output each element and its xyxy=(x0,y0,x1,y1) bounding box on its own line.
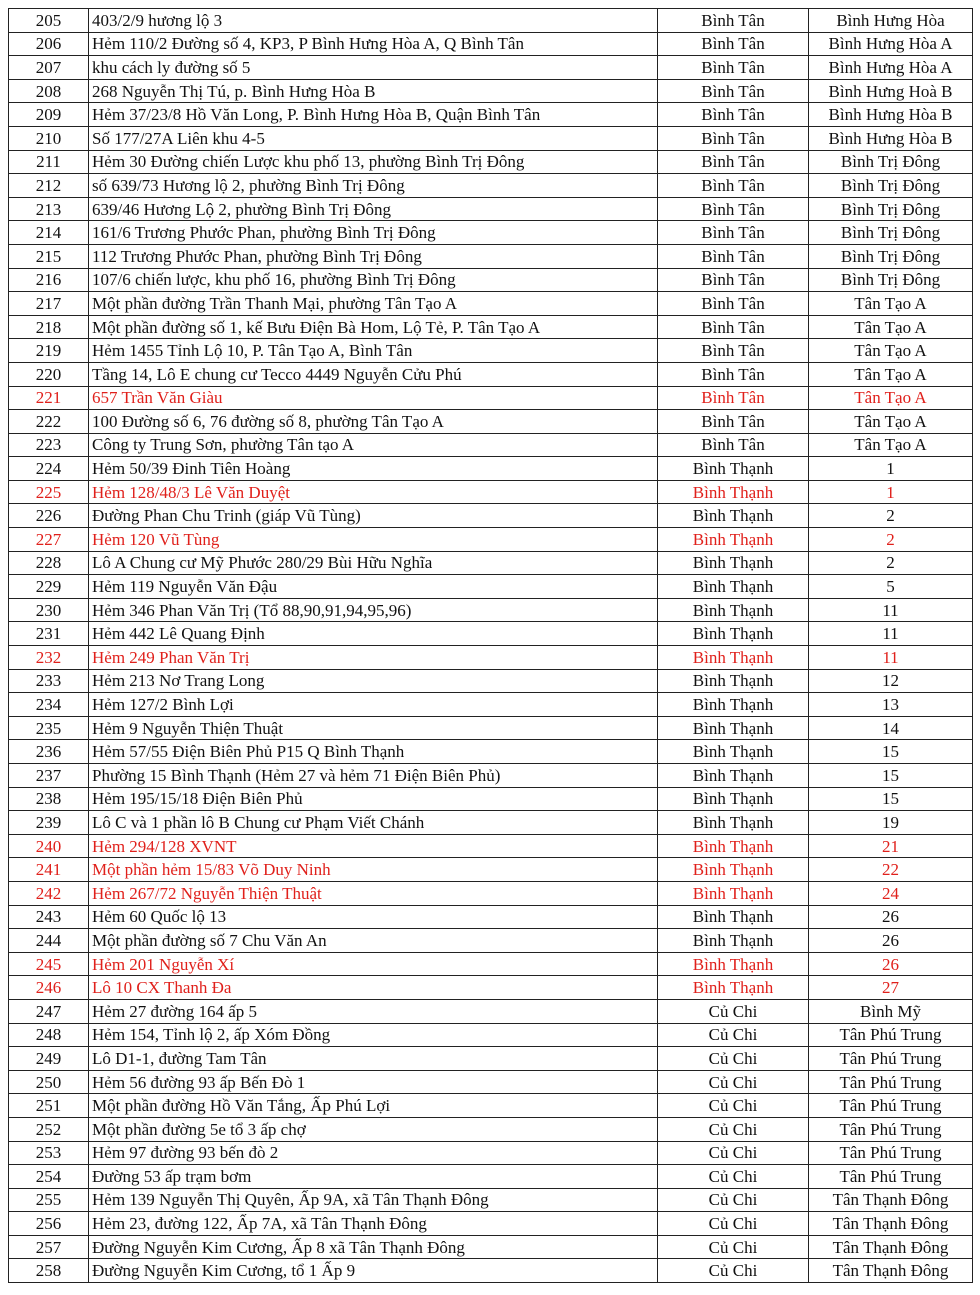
district-cell: Bình Tân xyxy=(658,79,809,103)
district-cell: Bình Thạnh xyxy=(658,976,809,1000)
address-cell: 657 Trần Văn Giàu xyxy=(89,386,658,410)
district-cell: Bình Thạnh xyxy=(658,598,809,622)
table-row xyxy=(9,598,973,622)
address-cell: 112 Trương Phước Phan, phường Bình Trị Đông xyxy=(89,244,658,268)
ward-cell: Tân Tạo A xyxy=(809,433,973,457)
ward-cell: 11 xyxy=(809,598,973,622)
table-row xyxy=(9,811,973,835)
ward-cell: 27 xyxy=(809,976,973,1000)
address-cell: Hẻm 294/128 XVNT xyxy=(89,834,658,858)
district-cell: Bình Tân xyxy=(658,339,809,363)
row-number-cell: 242 xyxy=(9,881,89,905)
address-cell: Hẻm 110/2 Đường số 4, KP3, P Bình Hưng Hòa A, Q Bình Tân xyxy=(89,32,658,56)
row-number-cell: 256 xyxy=(9,1212,89,1236)
row-number-cell: 232 xyxy=(9,646,89,670)
address-cell: Hẻm 37/23/8 Hồ Văn Long, P. Bình Hưng Hòa B, Quận Bình Tân xyxy=(89,103,658,127)
address-cell: Hẻm 120 Vũ Tùng xyxy=(89,528,658,552)
address-cell: Hẻm 56 đường 93 ấp Bến Đò 1 xyxy=(89,1070,658,1094)
district-cell: Bình Thạnh xyxy=(658,528,809,552)
table-row xyxy=(9,1047,973,1071)
address-cell: Hẻm 249 Phan Văn Trị xyxy=(89,646,658,670)
district-cell: Bình Tân xyxy=(658,244,809,268)
ward-cell: 2 xyxy=(809,504,973,528)
row-number-cell: 233 xyxy=(9,669,89,693)
address-cell: Lô D1-1, đường Tam Tân xyxy=(89,1047,658,1071)
district-cell: Bình Thạnh xyxy=(658,740,809,764)
address-cell: 161/6 Trương Phước Phan, phường Bình Trị Đông xyxy=(89,221,658,245)
row-number-cell: 225 xyxy=(9,480,89,504)
district-cell: Bình Thạnh xyxy=(658,929,809,953)
address-cell: Đường Phan Chu Trinh (giáp Vũ Tùng) xyxy=(89,504,658,528)
address-cell: 100 Đường số 6, 76 đường số 8, phường Tân Tạo A xyxy=(89,410,658,434)
ward-cell: Tân Thạnh Đông xyxy=(809,1212,973,1236)
district-cell: Củ Chi xyxy=(658,1212,809,1236)
row-number-cell: 215 xyxy=(9,244,89,268)
row-number-cell: 251 xyxy=(9,1094,89,1118)
ward-cell: 15 xyxy=(809,764,973,788)
ward-cell: Tân Tạo A xyxy=(809,315,973,339)
ward-cell: 14 xyxy=(809,716,973,740)
row-number-cell: 253 xyxy=(9,1141,89,1165)
address-cell: Một phần đường số 7 Chu Văn An xyxy=(89,929,658,953)
ward-cell: Tân Tạo A xyxy=(809,386,973,410)
ward-cell: Tân Phú Trung xyxy=(809,1117,973,1141)
row-number-cell: 239 xyxy=(9,811,89,835)
ward-cell: Tân Phú Trung xyxy=(809,1047,973,1071)
address-cell: Hẻm 30 Đường chiến Lược khu phố 13, phường Bình Trị Đông xyxy=(89,150,658,174)
ward-cell: 15 xyxy=(809,787,973,811)
address-cell: Hẻm 139 Nguyễn Thị Quyên, Ấp 9A, xã Tân Thạnh Đông xyxy=(89,1188,658,1212)
table-row xyxy=(9,1235,973,1259)
row-number-cell: 258 xyxy=(9,1259,89,1283)
ward-cell: Tân Thạnh Đông xyxy=(809,1259,973,1283)
district-cell: Bình Thạnh xyxy=(658,716,809,740)
row-number-cell: 230 xyxy=(9,598,89,622)
row-number-cell: 250 xyxy=(9,1070,89,1094)
table-row xyxy=(9,669,973,693)
address-cell: 268 Nguyễn Thị Tú, p. Bình Hưng Hòa B xyxy=(89,79,658,103)
ward-cell: 26 xyxy=(809,952,973,976)
row-number-cell: 241 xyxy=(9,858,89,882)
row-number-cell: 249 xyxy=(9,1047,89,1071)
address-cell: Hẻm 97 đường 93 bến đò 2 xyxy=(89,1141,658,1165)
ward-cell: Tân Phú Trung xyxy=(809,1094,973,1118)
ward-cell: Bình Hưng Hòa A xyxy=(809,32,973,56)
ward-cell: Tân Thạnh Đông xyxy=(809,1188,973,1212)
address-cell: Phường 15 Bình Thạnh (Hẻm 27 và hẻm 71 Điện Biên Phủ) xyxy=(89,764,658,788)
table-row xyxy=(9,1141,973,1165)
table-row xyxy=(9,999,973,1023)
table-row xyxy=(9,362,973,386)
table-row xyxy=(9,1259,973,1283)
address-cell: Hẻm 128/48/3 Lê Văn Duyệt xyxy=(89,480,658,504)
row-number-cell: 208 xyxy=(9,79,89,103)
district-cell: Bình Tân xyxy=(658,268,809,292)
row-number-cell: 255 xyxy=(9,1188,89,1212)
address-cell: Hẻm 23, đường 122, Ấp 7A, xã Tân Thạnh Đông xyxy=(89,1212,658,1236)
district-cell: Bình Tân xyxy=(658,126,809,150)
table-row xyxy=(9,79,973,103)
row-number-cell: 219 xyxy=(9,339,89,363)
district-cell: Củ Chi xyxy=(658,1165,809,1189)
address-cell: Hẻm 1455 Tỉnh Lộ 10, P. Tân Tạo A, Bình Tân xyxy=(89,339,658,363)
ward-cell: Bình Hưng Hòa B xyxy=(809,103,973,127)
table-row xyxy=(9,528,973,552)
row-number-cell: 227 xyxy=(9,528,89,552)
row-number-cell: 229 xyxy=(9,575,89,599)
district-cell: Bình Thạnh xyxy=(658,480,809,504)
district-cell: Bình Thạnh xyxy=(658,551,809,575)
ward-cell: Bình Hưng Hòa xyxy=(809,9,973,33)
table-row xyxy=(9,858,973,882)
district-cell: Bình Thạnh xyxy=(658,504,809,528)
ward-cell: Bình Hưng Hòa A xyxy=(809,56,973,80)
table-row xyxy=(9,480,973,504)
row-number-cell: 205 xyxy=(9,9,89,33)
row-number-cell: 224 xyxy=(9,457,89,481)
ward-cell: 26 xyxy=(809,929,973,953)
table-row xyxy=(9,787,973,811)
row-number-cell: 214 xyxy=(9,221,89,245)
table-row xyxy=(9,1094,973,1118)
address-cell: Công ty Trung Sơn, phường Tân tạo A xyxy=(89,433,658,457)
district-cell: Bình Tân xyxy=(658,362,809,386)
address-cell: Hẻm 213 Nơ Trang Long xyxy=(89,669,658,693)
table-row xyxy=(9,905,973,929)
district-cell: Bình Thạnh xyxy=(658,811,809,835)
table-row xyxy=(9,103,973,127)
table-row xyxy=(9,716,973,740)
ward-cell: Tân Tạo A xyxy=(809,362,973,386)
table-row xyxy=(9,575,973,599)
table-row xyxy=(9,622,973,646)
table-row xyxy=(9,315,973,339)
row-number-cell: 254 xyxy=(9,1165,89,1189)
district-cell: Bình Tân xyxy=(658,103,809,127)
ward-cell: 26 xyxy=(809,905,973,929)
district-cell: Bình Thạnh xyxy=(658,787,809,811)
table-row xyxy=(9,1188,973,1212)
district-cell: Củ Chi xyxy=(658,1117,809,1141)
table-row xyxy=(9,410,973,434)
table-row xyxy=(9,1023,973,1047)
row-number-cell: 211 xyxy=(9,150,89,174)
district-cell: Bình Tân xyxy=(658,410,809,434)
row-number-cell: 226 xyxy=(9,504,89,528)
table-row xyxy=(9,929,973,953)
district-cell: Bình Thạnh xyxy=(658,905,809,929)
district-cell: Bình Tân xyxy=(658,197,809,221)
ward-cell: Bình Trị Đông xyxy=(809,174,973,198)
ward-cell: Tân Phú Trung xyxy=(809,1023,973,1047)
ward-cell: 2 xyxy=(809,528,973,552)
address-cell: Tầng 14, Lô E chung cư Tecco 4449 Nguyễn Cửu Phú xyxy=(89,362,658,386)
address-cell: Hẻm 119 Nguyễn Văn Đậu xyxy=(89,575,658,599)
address-cell: Một phần đường Trần Thanh Mại, phường Tân Tạo A xyxy=(89,292,658,316)
row-number-cell: 240 xyxy=(9,834,89,858)
district-cell: Bình Thạnh xyxy=(658,622,809,646)
row-number-cell: 216 xyxy=(9,268,89,292)
row-number-cell: 217 xyxy=(9,292,89,316)
ward-cell: 11 xyxy=(809,622,973,646)
table-row xyxy=(9,244,973,268)
row-number-cell: 238 xyxy=(9,787,89,811)
row-number-cell: 209 xyxy=(9,103,89,127)
address-cell: Hẻm 60 Quốc lộ 13 xyxy=(89,905,658,929)
district-cell: Bình Thạnh xyxy=(658,575,809,599)
district-cell: Bình Tân xyxy=(658,32,809,56)
ward-cell: Tân Tạo A xyxy=(809,292,973,316)
district-cell: Củ Chi xyxy=(658,1047,809,1071)
ward-cell: Bình Hưng Hoà B xyxy=(809,79,973,103)
address-cell: Lô C và 1 phần lô B Chung cư Phạm Viết Chánh xyxy=(89,811,658,835)
address-cell: Hẻm 195/15/18 Điện Biên Phủ xyxy=(89,787,658,811)
district-cell: Bình Tân xyxy=(658,315,809,339)
ward-cell: Tân Phú Trung xyxy=(809,1070,973,1094)
row-number-cell: 207 xyxy=(9,56,89,80)
ward-cell: Bình Trị Đông xyxy=(809,221,973,245)
address-cell: Hẻm 127/2 Bình Lợi xyxy=(89,693,658,717)
address-cell: số 639/73 Hương lộ 2, phường Bình Trị Đông xyxy=(89,174,658,198)
table-row xyxy=(9,174,973,198)
address-cell: 639/46 Hương Lộ 2, phường Bình Trị Đông xyxy=(89,197,658,221)
row-number-cell: 231 xyxy=(9,622,89,646)
address-cell: Đường 53 ấp trạm bơm xyxy=(89,1165,658,1189)
address-cell: 107/6 chiến lược, khu phố 16, phường Bình Trị Đông xyxy=(89,268,658,292)
ward-cell: Bình Trị Đông xyxy=(809,244,973,268)
row-number-cell: 212 xyxy=(9,174,89,198)
district-cell: Bình Thạnh xyxy=(658,881,809,905)
address-cell: 403/2/9 hương lộ 3 xyxy=(89,9,658,33)
ward-cell: Bình Trị Đông xyxy=(809,197,973,221)
district-cell: Bình Thạnh xyxy=(658,764,809,788)
address-cell: Hẻm 267/72 Nguyễn Thiện Thuật xyxy=(89,881,658,905)
ward-cell: Bình Trị Đông xyxy=(809,268,973,292)
district-cell: Bình Tân xyxy=(658,174,809,198)
ward-cell: 1 xyxy=(809,457,973,481)
row-number-cell: 252 xyxy=(9,1117,89,1141)
district-cell: Bình Tân xyxy=(658,56,809,80)
district-cell: Bình Thạnh xyxy=(658,646,809,670)
district-cell: Bình Thạnh xyxy=(658,669,809,693)
address-cell: Hẻm 201 Nguyễn Xí xyxy=(89,952,658,976)
table-row xyxy=(9,221,973,245)
table-row xyxy=(9,1165,973,1189)
district-cell: Bình Thạnh xyxy=(658,693,809,717)
ward-cell: Bình Mỹ xyxy=(809,999,973,1023)
row-number-cell: 218 xyxy=(9,315,89,339)
address-cell: Hẻm 346 Phan Văn Trị (Tổ 88,90,91,94,95,96) xyxy=(89,598,658,622)
ward-cell: 19 xyxy=(809,811,973,835)
ward-cell: 12 xyxy=(809,669,973,693)
row-number-cell: 247 xyxy=(9,999,89,1023)
row-number-cell: 228 xyxy=(9,551,89,575)
ward-cell: Tân Phú Trung xyxy=(809,1141,973,1165)
district-cell: Củ Chi xyxy=(658,1259,809,1283)
row-number-cell: 221 xyxy=(9,386,89,410)
row-number-cell: 248 xyxy=(9,1023,89,1047)
row-number-cell: 206 xyxy=(9,32,89,56)
table-row xyxy=(9,693,973,717)
row-number-cell: 245 xyxy=(9,952,89,976)
row-number-cell: 222 xyxy=(9,410,89,434)
table-row xyxy=(9,1117,973,1141)
ward-cell: 22 xyxy=(809,858,973,882)
table-row xyxy=(9,268,973,292)
district-cell: Bình Tân xyxy=(658,292,809,316)
address-cell: Hẻm 9 Nguyễn Thiện Thuật xyxy=(89,716,658,740)
address-cell: Đường Nguyễn Kim Cương, Ấp 8 xã Tân Thạnh Đông xyxy=(89,1235,658,1259)
row-number-cell: 210 xyxy=(9,126,89,150)
table-row xyxy=(9,504,973,528)
row-number-cell: 243 xyxy=(9,905,89,929)
row-number-cell: 244 xyxy=(9,929,89,953)
address-cell: Hẻm 442 Lê Quang Định xyxy=(89,622,658,646)
district-cell: Bình Tân xyxy=(658,433,809,457)
district-cell: Củ Chi xyxy=(658,1188,809,1212)
row-number-cell: 220 xyxy=(9,362,89,386)
district-cell: Bình Tân xyxy=(658,386,809,410)
lockdown-location-table xyxy=(8,8,973,1283)
ward-cell: 24 xyxy=(809,881,973,905)
ward-cell: Tân Tạo A xyxy=(809,410,973,434)
table-row xyxy=(9,126,973,150)
address-cell: Một phần đường số 1, kế Bưu Điện Bà Hom, Lộ Tẻ, P. Tân Tạo A xyxy=(89,315,658,339)
table-row xyxy=(9,551,973,575)
table-row xyxy=(9,56,973,80)
row-number-cell: 223 xyxy=(9,433,89,457)
district-cell: Củ Chi xyxy=(658,1094,809,1118)
ward-cell: Tân Tạo A xyxy=(809,339,973,363)
table-row xyxy=(9,197,973,221)
table-row xyxy=(9,339,973,363)
table-row xyxy=(9,386,973,410)
table-row xyxy=(9,457,973,481)
ward-cell: 2 xyxy=(809,551,973,575)
district-cell: Bình Thạnh xyxy=(658,457,809,481)
district-cell: Củ Chi xyxy=(658,1141,809,1165)
table-row xyxy=(9,834,973,858)
row-number-cell: 246 xyxy=(9,976,89,1000)
row-number-cell: 213 xyxy=(9,197,89,221)
address-cell: khu cách ly đường số 5 xyxy=(89,56,658,80)
table-row xyxy=(9,881,973,905)
ward-cell: 15 xyxy=(809,740,973,764)
ward-cell: 1 xyxy=(809,480,973,504)
row-number-cell: 237 xyxy=(9,764,89,788)
district-cell: Bình Thạnh xyxy=(658,952,809,976)
table-row xyxy=(9,740,973,764)
table-row xyxy=(9,1070,973,1094)
table-row xyxy=(9,32,973,56)
address-cell: Lô 10 CX Thanh Đa xyxy=(89,976,658,1000)
district-cell: Bình Thạnh xyxy=(658,858,809,882)
address-cell: Hẻm 50/39 Đinh Tiên Hoàng xyxy=(89,457,658,481)
address-cell: Lô A Chung cư Mỹ Phước 280/29 Bùi Hữu Nghĩa xyxy=(89,551,658,575)
ward-cell: 5 xyxy=(809,575,973,599)
ward-cell: Tân Thạnh Đông xyxy=(809,1235,973,1259)
address-cell: Đường Nguyễn Kim Cương, tổ 1 Ấp 9 xyxy=(89,1259,658,1283)
ward-cell: 21 xyxy=(809,834,973,858)
table-row xyxy=(9,764,973,788)
address-cell: Hẻm 154, Tỉnh lộ 2, ấp Xóm Đồng xyxy=(89,1023,658,1047)
address-cell: Một phần đường Hồ Văn Tắng, Ấp Phú Lợi xyxy=(89,1094,658,1118)
district-cell: Bình Tân xyxy=(658,221,809,245)
table-row xyxy=(9,1212,973,1236)
row-number-cell: 234 xyxy=(9,693,89,717)
ward-cell: Bình Hưng Hòa B xyxy=(809,126,973,150)
ward-cell: 13 xyxy=(809,693,973,717)
address-cell: Một phần đường 5e tổ 3 ấp chợ xyxy=(89,1117,658,1141)
row-number-cell: 235 xyxy=(9,716,89,740)
district-cell: Bình Tân xyxy=(658,150,809,174)
district-cell: Bình Thạnh xyxy=(658,834,809,858)
table-row xyxy=(9,976,973,1000)
row-number-cell: 257 xyxy=(9,1235,89,1259)
table-row xyxy=(9,292,973,316)
table-row xyxy=(9,433,973,457)
district-cell: Bình Tân xyxy=(658,9,809,33)
table-row xyxy=(9,952,973,976)
district-cell: Củ Chi xyxy=(658,1070,809,1094)
ward-cell: Tân Phú Trung xyxy=(809,1165,973,1189)
district-cell: Củ Chi xyxy=(658,999,809,1023)
table-row xyxy=(9,150,973,174)
district-cell: Củ Chi xyxy=(658,1235,809,1259)
row-number-cell: 236 xyxy=(9,740,89,764)
table-row xyxy=(9,9,973,33)
ward-cell: Bình Trị Đông xyxy=(809,150,973,174)
table-body xyxy=(9,9,973,1283)
table-row xyxy=(9,646,973,670)
address-cell: Hẻm 57/55 Điện Biên Phủ P15 Q Bình Thạnh xyxy=(89,740,658,764)
address-cell: Hẻm 27 đường 164 ấp 5 xyxy=(89,999,658,1023)
district-cell: Củ Chi xyxy=(658,1023,809,1047)
address-cell: Một phần hẻm 15/83 Võ Duy Ninh xyxy=(89,858,658,882)
ward-cell: 11 xyxy=(809,646,973,670)
address-cell: Số 177/27A Liên khu 4-5 xyxy=(89,126,658,150)
